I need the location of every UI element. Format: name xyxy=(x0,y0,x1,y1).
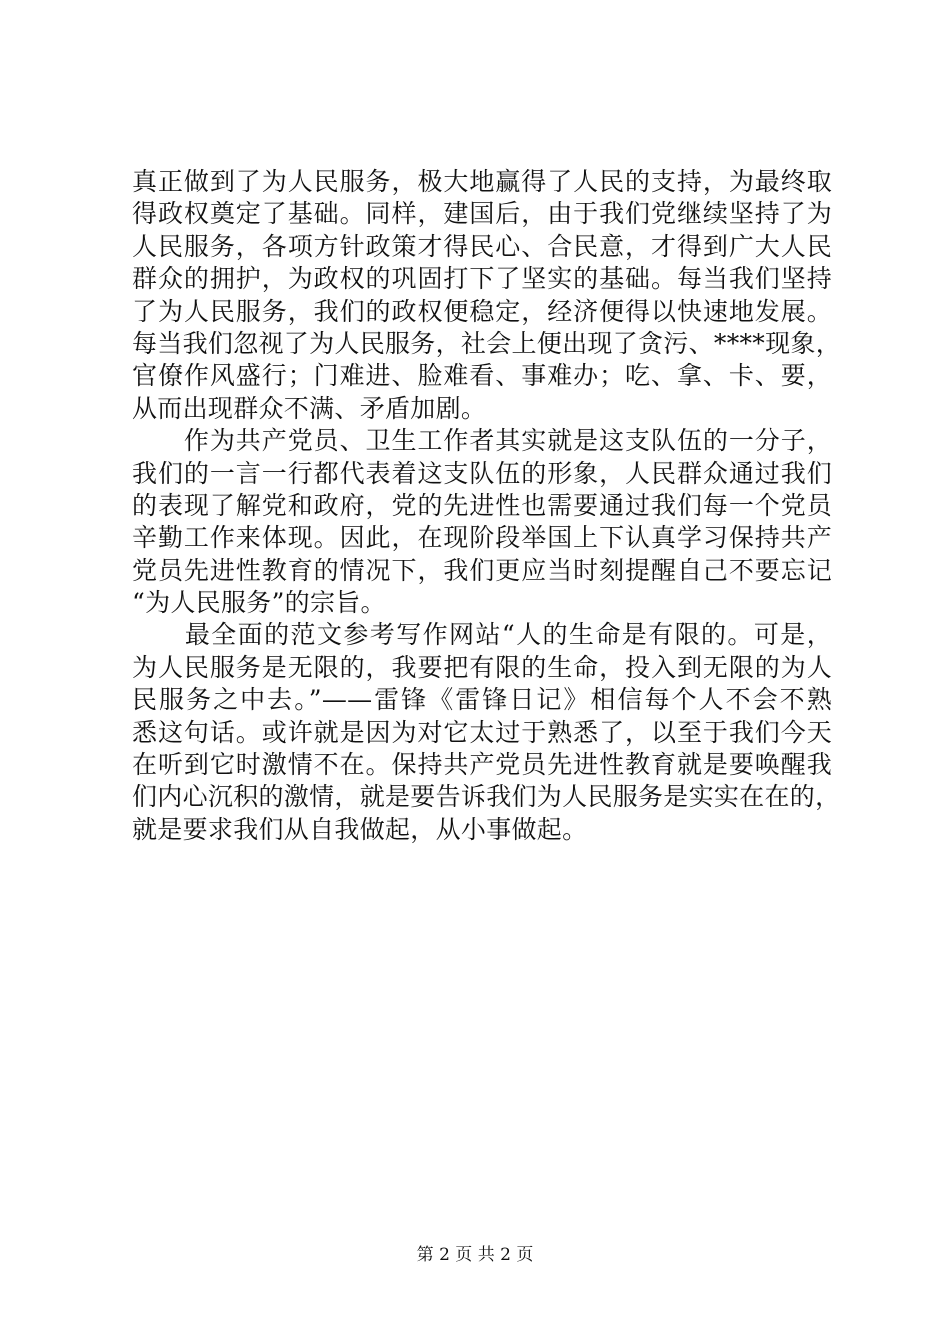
text-line: 了为人民服务，我们的政权便稳定，经济便得以快速地发展。 xyxy=(132,296,832,326)
text-line: 群众的拥护，为政权的巩固打下了坚实的基础。每当我们坚持 xyxy=(132,264,832,294)
text-line: 的表现了解党和政府，党的先进性也需要通过我们每一个党员 xyxy=(132,490,832,520)
text-line: 党员先进性教育的情况下，我们更应当时刻提醒自己不要忘记 xyxy=(132,555,832,585)
text-line: 我们的一言一行都代表着这支队伍的形象，人民群众通过我们 xyxy=(132,458,832,488)
text-line: 官僚作风盛行；门难进、脸难看、事难办；吃、拿、卡、要， xyxy=(132,361,832,391)
page-footer xyxy=(0,1243,950,1267)
text-line: 每当我们忽视了为人民服务，社会上便出现了贪污、****现象， xyxy=(132,328,842,358)
text-line: 在听到它时激情不在。保持共产党员先进性教育就是要唤醒我 xyxy=(132,750,832,780)
text-line: 作为共产党员、卫生工作者其实就是这支队伍的一分子， xyxy=(132,426,832,456)
text-line: 民服务之中去。”——雷锋《雷锋日记》相信每个人不会不熟 xyxy=(132,685,832,715)
text-line: 最全面的范文参考写作网站“人的生命是有限的。可是， xyxy=(132,620,832,650)
text-line: 人民服务，各项方针政策才得民心、合民意，才得到广大人民 xyxy=(132,231,832,261)
text-line: 就是要求我们从自我做起，从小事做起。 xyxy=(132,814,588,844)
text-line: 辛勤工作来体现。因此，在现阶段举国上下认真学习保持共产 xyxy=(132,523,832,553)
body-text xyxy=(132,166,842,846)
text-line: 为人民服务是无限的，我要把有限的生命，投入到无限的为人 xyxy=(132,652,832,682)
page-number-label: 第 2 页 共 2 页 xyxy=(416,1245,534,1265)
text-line: 们内心沉积的激情，就是要告诉我们为人民服务是实实在在的， xyxy=(132,782,841,812)
text-line: 得政权奠定了基础。同样，建国后，由于我们党继续坚持了为 xyxy=(132,199,832,229)
text-line: 悉这句话。或许就是因为对它太过于熟悉了，以至于我们今天 xyxy=(132,717,832,747)
text-line: 真正做到了为人民服务，极大地赢得了人民的支持，为最终取 xyxy=(132,167,832,196)
text-line: 从而出现群众不满、矛盾加剧。 xyxy=(132,393,487,423)
text-line: “为人民服务”的宗旨。 xyxy=(132,588,386,618)
